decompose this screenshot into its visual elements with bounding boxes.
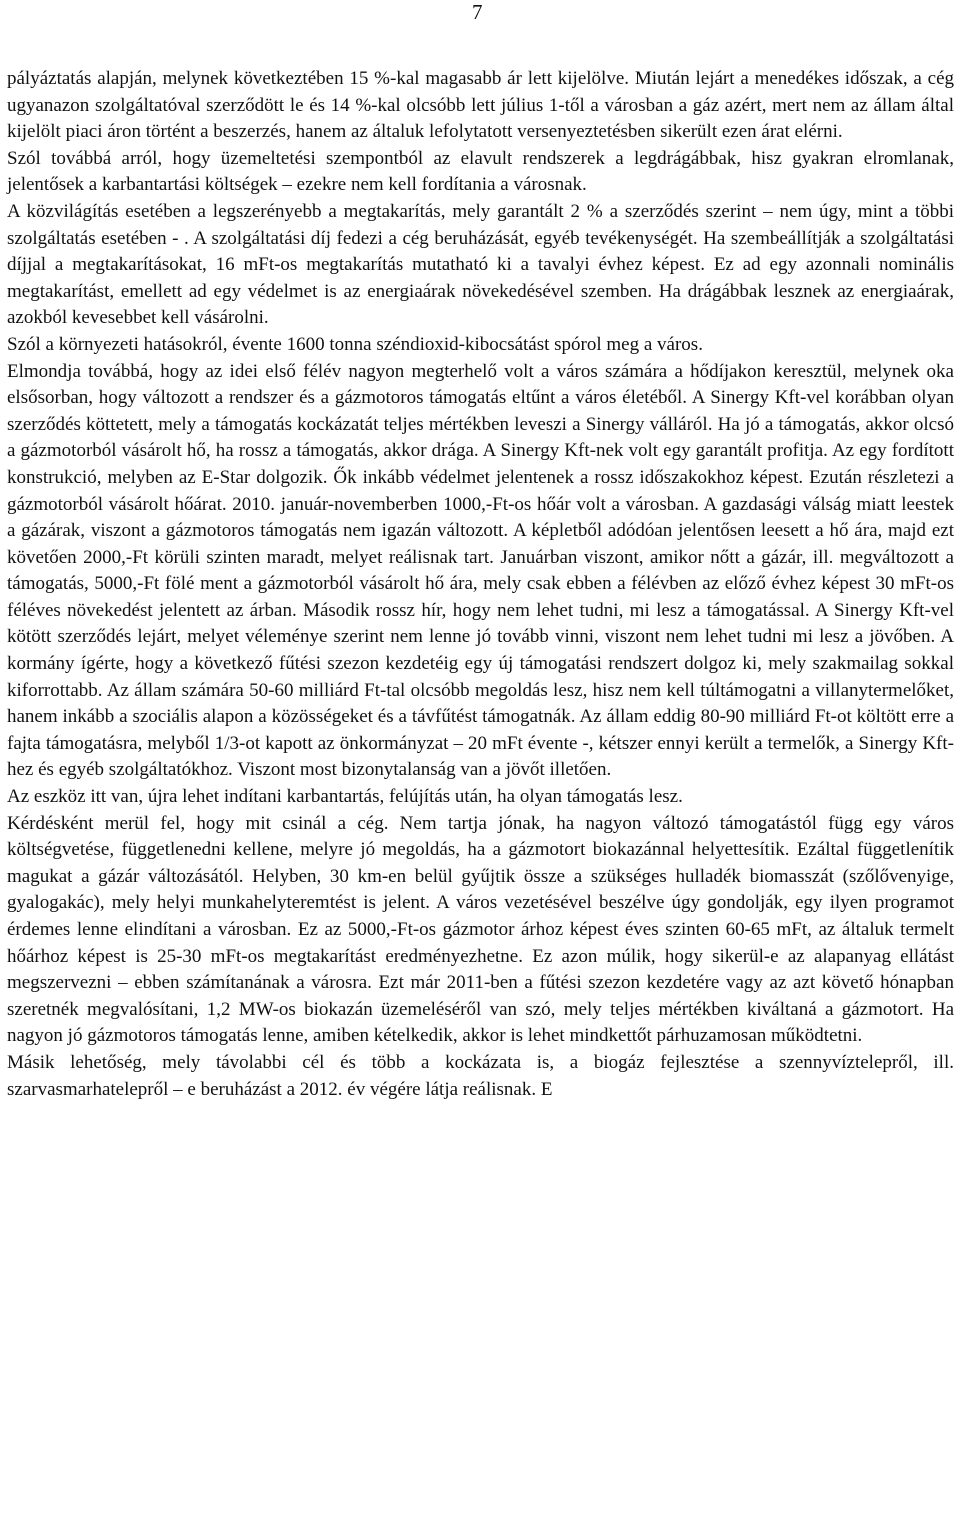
paragraph-public-lighting: A közvilágítás esetében a legszerényebb a megtakarítás, mely garantált 2 % a szerződés szerint – nem úgy, mint a többi szolgáltatás esetében - . A szolgáltatási díj fedezi a cég beruházását, egyéb tevékenységét. Ha szembeállítják a szolgáltatási díjjal a megtakarításokat, 16 mFt-os megtakarítás mutatható ki a tavalyi évhez képest. Ez ad egy azonnali nominális megtakarítást, emellett ad egy védelmet is az energiaárak növekedésével szemben. Ha drágábbak lesznek az energiaárak, azokból kevesebbet kell vásárolni. (7, 200, 954, 329)
paragraph-gas-procurement: pályáztatás alapján, melynek következtében 15 %-kal magasabb ár lett kijelölve. Miután lejárt a menedékes időszak, a cég ugyanazon szolgáltatóval szerződött le és 14 %-kal olcsóbb lett július 1-től a városban a gáz azért, mert nem az állam által kijelölt piaci áron történt a beszerzés, hanem az általuk lefolytatott versenyeztetésben sikerült ezen árat elérni. (7, 68, 954, 143)
paragraph-biogas: Másik lehetőség, mely távolabbi cél és több a kockázata is, a biogáz fejlesztése a szennyvíztelepről, ill. szarvasmarhatelepről – e beruházást a 2012. év végére látja reálisnak. E (7, 1051, 954, 1100)
document-body (7, 66, 954, 1103)
paragraph-outdated-systems: Szól továbbá arról, hogy üzemeltetési szempontból az elavult rendszerek a legdrágábbak, hisz gyakran elromlanak, jelentősek a karbantartási költségek – ezekre nem kell fordítania a városnak. (7, 147, 954, 196)
paragraph-biomass-boiler: Kérdésként merül fel, hogy mit csinál a cég. Nem tartja jónak, ha nagyon változó támogatástól függ egy város költségvetése, függetlenedni kellene, melyre jó megoldás, ha a gázmotort biokazánnal helyettesítik. Ezáltal függetlenítik magukat a gázár változásától. Helyben, 30 km-en belül gyűjtik össze a szükséges hulladék biomasszát (szőlővenyige, gyalogakác), mely helyi munkahelyteremtést is jelent. A város vezetésével beszélve úgy gondolják, egy ilyen programot érdemes lenne elindítani a városban. Ez az 5000,-Ft-os gázmotor árhoz képest éves szinten 60-65 mFt, az általuk termelt hőárhoz képest is 25-30 mFt-os megtakarítást eredményezhetne. Ez azon múlik, hogy sikerül-e az alapanyag ellátást megszervezni – ebben számítanának a városra. Ezt már 2011-ben a fűtési szezon kezdetére vagy az azt követő hónapban szeretnék megvalósítani, 1,2 MW-os biokazán üzemeléséről van szó, mely teljes mértékben kiváltaná a gázmotort. Ha nagyon jó gázmotoros támogatás lenne, amiben kételkedik, akkor is lehet mindkettőt párhuzamosan működtetni. (7, 812, 954, 1047)
paragraph-equipment: Az eszköz itt van, újra lehet indítani karbantartás, felújítás után, ha olyan támogatás lesz. (7, 786, 683, 808)
paragraph-environmental-impact: Szól a környezeti hatásokról, évente 1600 tonna széndioxid-kibocsátást spórol meg a város. (7, 333, 703, 355)
page-number: 7 (472, 0, 483, 24)
paragraph-heating-costs: Elmondja továbbá, hogy az idei első félév nagyon megterhelő volt a város számára a hődíjakon keresztül, melynek oka elsősorban, hogy változott a rendszer és a gázmotoros támogatás eltűnt a város életéből. A Sinergy Kft-vel korábban olyan szerződés köttetett, mely a támogatás kockázatát teljes mértékben leveszi a Sinergy válláról. Ha jó a támogatás, akkor olcsó a gázmotorból vásárolt hő, ha rossz a támogatás, akkor drága. A Sinergy Kft-nek volt egy garantált profitja. Az egy fordított konstrukció, melyben az E-Star dolgozik. Ők inkább védelmet jelentenek a rossz időszakokhoz képest. Ezután részletezi a gázmotorból vásárolt hőárat. 2010. január-novemberben 1000,-Ft-os hőár volt a városban. A gazdasági válság miatt leestek a gázárak, viszont a gázmotoros támogatás nem igazán változott. A képletből adódóan jelentősen leesett a hő ára, majd ezt követően 2000,-Ft körüli szinten maradt, melyet reálisnak tart. Januárban viszont, amikor nőtt a gázár, ill. megváltozott a támogatás, 5000,-Ft fölé ment a gázmotorból vásárolt hő ára, mely csak ebben a félévben az előző évhez képest 30 mFt-os féléves növekedést jelentett az árban. Második rossz hír, hogy nem lehet tudni, mi lesz a támogatással. A Sinergy Kft-vel kötött szerződés lejárt, melyet véleménye szerint nem lenne jó tovább vinni, viszont nem lehet tudni mi lesz a jövőben. A kormány ígérte, hogy a következő fűtési szezon kezdetéig egy új támogatási rendszert dolgoz ki, mely szakmailag sokkal kiforrottabb. Az állam számára 50-60 milliárd Ft-tal olcsóbb megoldás lesz, hisz nem kell túltámogatni a villanytermelőket, hanem inkább a szociális alapon a közösségeket és a távfűtést támogatnák. Az állam eddig 80-90 milliárd Ft-ot költött erre a fajta támogatásra, melyből 1/3-ot kapott az önkormányzat – 20 mFt évente -, kétszer ennyi került a termelők, a Sinergy Kft-hez és egyéb szolgáltatókhoz. Viszont most bizonytalanság van a jövőt illetően. (7, 360, 954, 781)
